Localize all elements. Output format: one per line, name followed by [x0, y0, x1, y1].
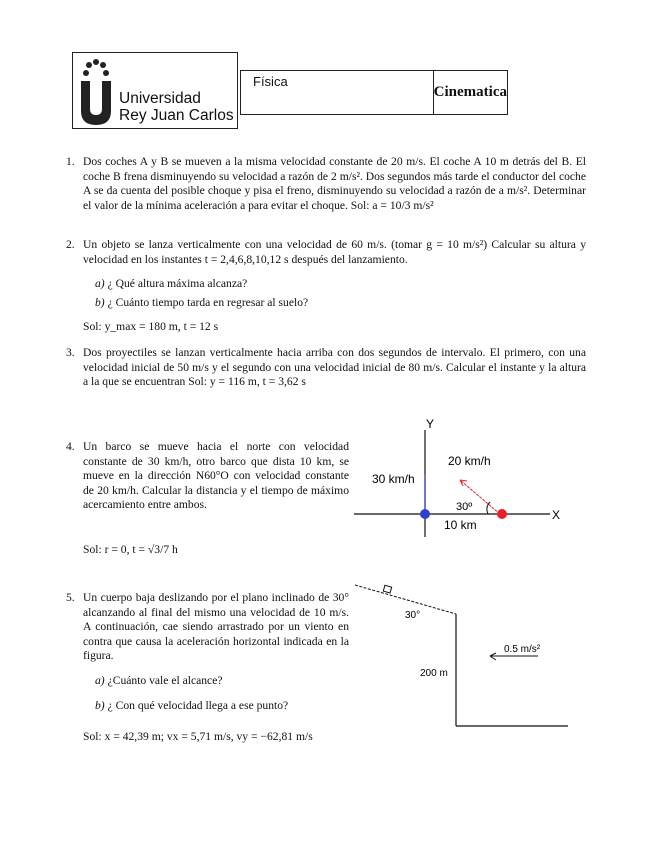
problem-5-part-a: a) ¿Cuánto vale el alcance?	[95, 674, 223, 687]
problem-number: 1.	[66, 155, 75, 168]
problem-4	[66, 440, 349, 513]
y-axis-label: Y	[426, 417, 435, 431]
distance-label: 10 km	[444, 518, 477, 532]
height-label: 200 m	[420, 668, 448, 679]
incline-diagram	[340, 580, 600, 730]
subject-cell: Física	[241, 71, 434, 114]
velocity-1-label: 30 km/h	[372, 472, 415, 486]
problem-3	[66, 346, 586, 390]
problem-2-part-a: a) ¿ Qué altura máxima alcanza?	[95, 277, 248, 290]
ships-diagram	[340, 410, 580, 540]
problem-4-solution: Sol: r = 0, t = √3/7 h	[83, 543, 178, 556]
problem-1	[66, 155, 586, 213]
problem-2-part-b: b) ¿ Cuánto tiempo tarda en regresar al suelo?	[95, 296, 309, 309]
ship-2-marker	[497, 509, 507, 519]
angle-label: 30º	[456, 501, 473, 513]
problem-5-part-b: b) ¿ Con qué velocidad llega a ese punto?	[95, 699, 289, 712]
problem-text: Un cuerpo baja deslizando por el plano inclinado de 30° alcanzando al final del mismo una velocidad de 10 m/s. A continuación, cae siendo arrastrado por un viento en contra que causa la aceleración horizontal indicada en la figura.	[83, 591, 349, 663]
ship-1-marker	[420, 509, 430, 519]
problem-2	[66, 238, 586, 267]
problem-5	[66, 591, 349, 664]
problem-text: Dos proyectiles se lanzan verticalmente hacia arriba con dos segundos de intervalo. El primero, con una velocidad inicial de 50 m/s y el segundo con una velocidad inicial de 80 m/s. Calcular el instante y la altura a la que se encuentran Sol: y = 116 m, t = 3,62 s	[83, 346, 586, 389]
header-table	[240, 70, 508, 115]
university-logo	[72, 52, 238, 129]
problem-5-solution: Sol: x = 42,39 m; vx = 5,71 m/s, vy = −62,81 m/s	[83, 730, 313, 743]
x-axis-label: X	[552, 508, 561, 522]
velocity-2-label: 20 km/h	[448, 454, 491, 468]
topic-cell: Cinematica	[433, 84, 507, 100]
logo-emblem-icon	[77, 57, 121, 127]
problem-text: Dos coches A y B se mueven a la misma velocidad constante de 20 m/s. El coche A 10 m detrás del B. El coche B frena disminuyendo su velocidad a razón de 2 m/s². Dos segundos más tarde el conductor del coche A se da cuenta del posible choque y pisa el freno, disminuyendo su velocidad a razón de a m/s². Determinar el valor de la mínima aceleración a para evitar el choque. Sol: a = 10/3 m/s²	[83, 155, 586, 212]
problem-text: Un objeto se lanza verticalmente con una velocidad de 60 m/s. (tomar g = 10 m/s²) Calcular su altura y velocidad en los instantes t = 2,4,6,8,10,12 s después del lanzamiento.	[83, 238, 586, 266]
problem-number: 5.	[66, 591, 75, 604]
university-name: Universidad Rey Juan Carlos	[119, 90, 234, 124]
wind-acceleration-label: 0.5 m/s²	[504, 644, 541, 655]
incline-angle-label: 30°	[405, 610, 421, 621]
problem-text: Un barco se mueve hacia el norte con velocidad constante de 30 km/h, otro barco que dista 10 km, se mueve en la dirección N60°O con velocidad constante de 20 km/h. Calcular la distancia y el tiempo de máximo acercamiento entre ambos.	[83, 440, 349, 512]
problem-number: 3.	[66, 346, 75, 359]
problem-number: 2.	[66, 238, 75, 251]
problem-2-solution: Sol: y_max = 180 m, t = 12 s	[83, 320, 219, 333]
problem-number: 4.	[66, 440, 75, 453]
